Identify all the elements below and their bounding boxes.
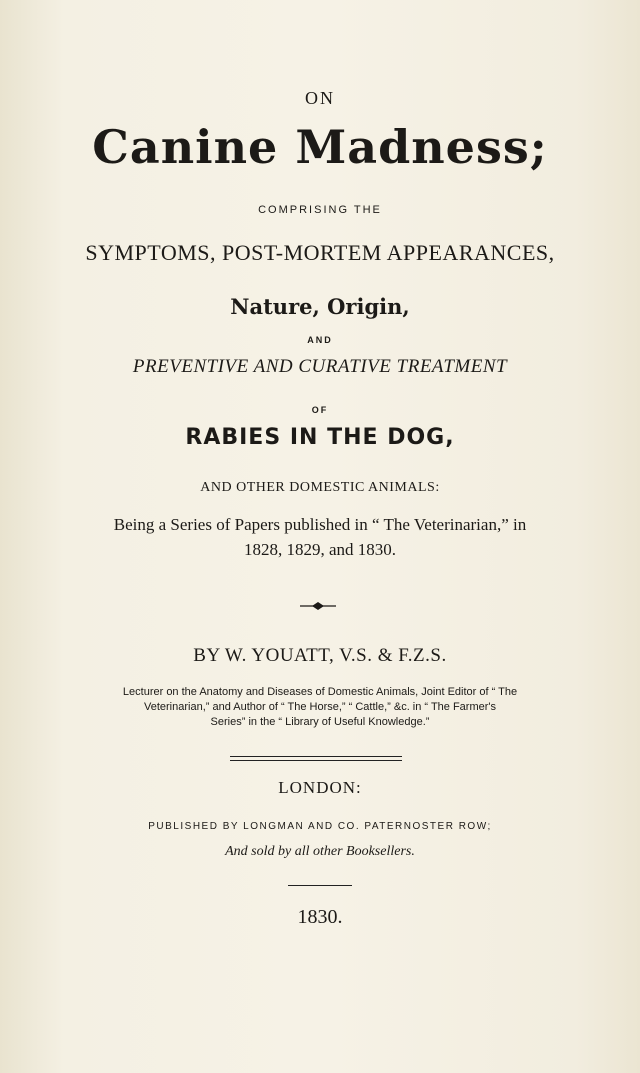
publisher-line: PUBLISHED BY LONGMAN AND CO. PATERNOSTER ROW; [148,821,492,832]
comprising-line: COMPRISING THE [258,204,382,216]
double-rule-top [230,756,402,757]
author-line: BY W. YOUATT, V.S. & F.Z.S. [193,645,447,666]
symptoms-line: SYMPTOMS, POST-MORTEM APPEARANCES, [85,240,555,265]
london-line: LONDON: [278,778,362,797]
lecturer-line-1: Lecturer on the Anatomy and Diseases of Domestic Animals, Joint Editor of “ The [122,686,518,698]
lecturer-line-3: Series” in the “ Library of Useful Knowledge.” [210,716,430,728]
year-line: 1830. [297,906,343,928]
being-line: Being a Series of Papers published in “ The Veterinarian,” in [113,515,527,534]
of-line: OF [311,405,329,415]
double-rule-bottom [230,760,402,761]
treatment-line: PREVENTIVE AND CURATIVE TREATMENT [132,356,508,377]
dates-line: 1828, 1829, and 1830. [243,540,397,559]
rabies-line: RABIES IN THE DOG, [185,425,455,450]
short-rule [288,885,352,886]
other-animals-line: AND OTHER DOMESTIC ANIMALS: [200,480,440,495]
heading-on: ON [305,88,335,108]
lecturer-line-2: Veterinarian,” and Author of “ The Horse,” “ Cattle,” &c. in “ The Farmer's [144,701,496,713]
main-title: Canine Madness; [92,120,548,174]
nature-origin-line: Nature, Origin, [230,294,410,319]
ornament-rule-icon [298,600,338,612]
and-line: AND [307,335,333,345]
booksellers-line: And sold by all other Booksellers. [225,844,415,859]
